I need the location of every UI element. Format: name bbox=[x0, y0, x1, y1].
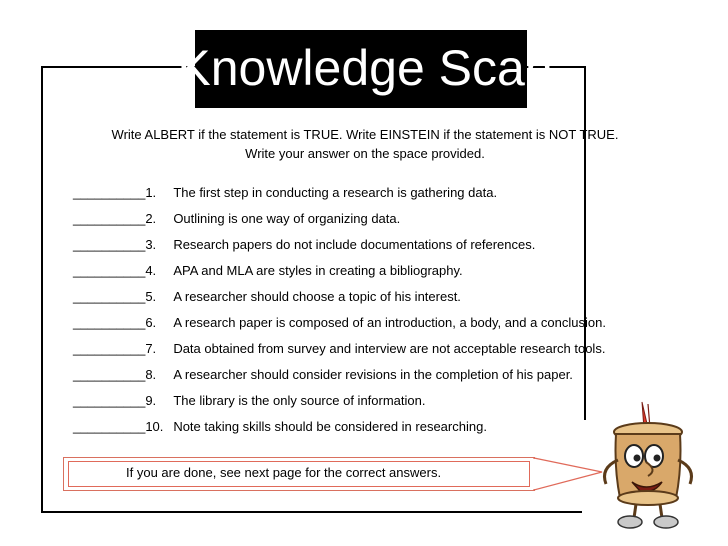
answer-blank[interactable]: __________ bbox=[73, 263, 146, 278]
question-text: Research papers do not include documentations of references. bbox=[173, 237, 536, 252]
answer-blank[interactable]: __________ bbox=[73, 237, 146, 252]
frame-left bbox=[41, 66, 43, 512]
question-text: Data obtained from survey and interview are not acceptable research tools. bbox=[173, 341, 606, 356]
question-text: A researcher should choose a topic of his interest. bbox=[173, 289, 461, 304]
answer-blank[interactable]: __________ bbox=[73, 393, 146, 408]
answer-blank[interactable]: __________ bbox=[73, 211, 146, 226]
question-item bbox=[73, 210, 673, 236]
answer-blank[interactable]: __________ bbox=[73, 289, 146, 304]
answer-blank[interactable]: __________ bbox=[73, 419, 146, 434]
page-title: Knowledge Scan bbox=[177, 40, 553, 96]
question-item bbox=[73, 340, 673, 366]
question-number: 6. bbox=[145, 315, 157, 330]
title-banner bbox=[177, 30, 553, 108]
question-number: 10. bbox=[145, 419, 164, 434]
question-text: APA and MLA are styles in creating a bibliography. bbox=[173, 263, 463, 278]
question-text: Note taking skills should be considered in researching. bbox=[173, 419, 487, 434]
question-text: The first step in conducting a research is gathering data. bbox=[173, 185, 498, 200]
question-item bbox=[73, 392, 673, 418]
question-item bbox=[73, 314, 673, 340]
question-number: 5. bbox=[145, 289, 157, 304]
question-item bbox=[73, 184, 673, 210]
question-number: 4. bbox=[145, 263, 157, 278]
question-item bbox=[73, 288, 673, 314]
note-box bbox=[63, 457, 535, 491]
question-text: The library is the only source of information. bbox=[173, 393, 426, 408]
question-number: 2. bbox=[145, 211, 157, 226]
question-number: 3. bbox=[145, 237, 157, 252]
question-text: A researcher should consider revisions in the completion of his paper. bbox=[173, 367, 573, 382]
frame-bottom bbox=[41, 511, 582, 513]
question-item bbox=[73, 418, 673, 444]
question-item bbox=[73, 262, 673, 288]
scroll-character-icon bbox=[592, 398, 702, 532]
answer-blank[interactable]: __________ bbox=[73, 341, 146, 356]
question-list bbox=[73, 184, 673, 444]
instructions-line-2: Write your answer on the space provided. bbox=[245, 146, 485, 161]
answer-blank[interactable]: __________ bbox=[73, 367, 146, 382]
instructions bbox=[60, 125, 670, 163]
question-item bbox=[73, 236, 673, 262]
note-text: If you are done, see next page for the correct answers. bbox=[126, 465, 442, 480]
question-text: A research paper is composed of an introduction, a body, and a conclusion. bbox=[173, 315, 606, 330]
question-number: 7. bbox=[145, 341, 157, 356]
question-number: 1. bbox=[145, 185, 157, 200]
answer-blank[interactable]: __________ bbox=[73, 315, 146, 330]
question-number: 8. bbox=[145, 367, 157, 382]
question-item bbox=[73, 366, 673, 392]
question-number: 9. bbox=[145, 393, 157, 408]
question-text: Outlining is one way of organizing data. bbox=[173, 211, 401, 226]
answer-blank[interactable]: __________ bbox=[73, 185, 146, 200]
instructions-line-1: Write ALBERT if the statement is TRUE. Write EINSTEIN if the statement is NOT TRUE. bbox=[111, 127, 619, 142]
